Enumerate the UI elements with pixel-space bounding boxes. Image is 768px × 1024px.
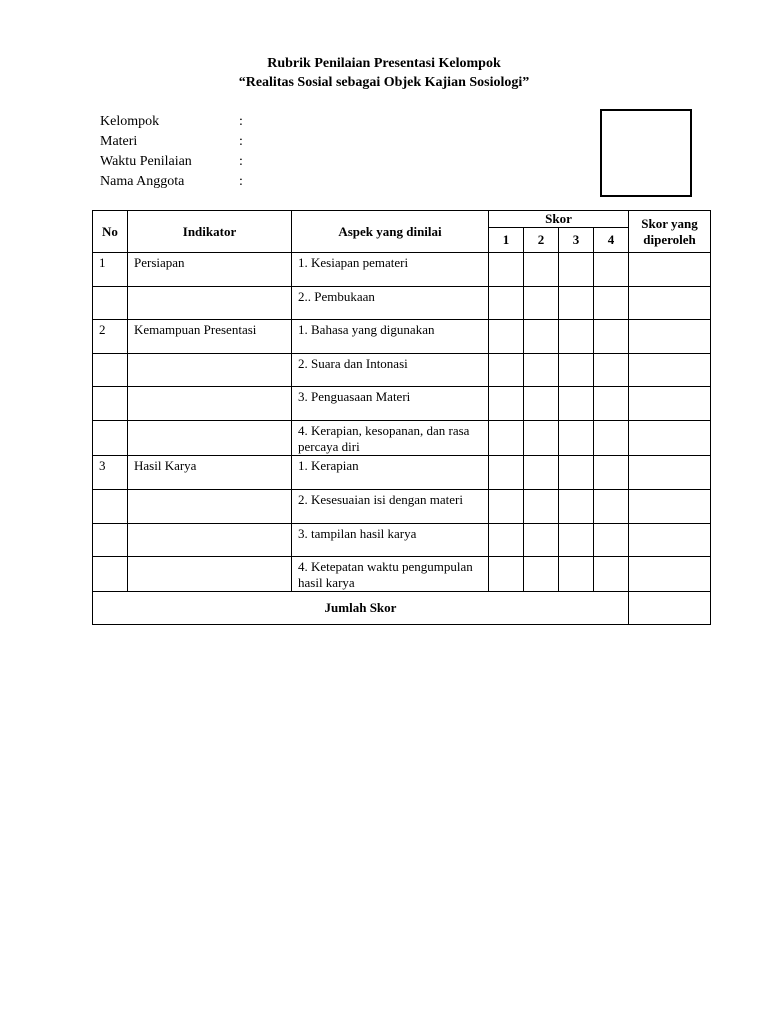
score-cell-4[interactable] xyxy=(594,287,629,320)
row-aspek: 2.. Pembukaan xyxy=(292,287,489,320)
score-cell-4[interactable] xyxy=(594,354,629,387)
row-indikator xyxy=(128,524,292,557)
score-cell-3[interactable] xyxy=(559,253,594,287)
row-indikator: Hasil Karya xyxy=(128,456,292,490)
row-aspek: 4. Ketepatan waktu pengumpulan hasil karya xyxy=(292,557,489,592)
header-aspek: Aspek yang dinilai xyxy=(292,211,489,253)
rubric-table xyxy=(92,210,711,625)
score-cell-1[interactable] xyxy=(489,354,524,387)
row-aspek: 1. Bahasa yang digunakan xyxy=(292,320,489,354)
row-indikator xyxy=(128,287,292,320)
score-obtained-cell[interactable] xyxy=(629,387,711,421)
score-cell-1[interactable] xyxy=(489,320,524,354)
row-no xyxy=(93,287,128,320)
row-aspek: 1. Kerapian xyxy=(292,456,489,490)
score-cell-3[interactable] xyxy=(559,524,594,557)
table-row xyxy=(93,456,711,490)
row-indikator xyxy=(128,387,292,421)
score-cell-1[interactable] xyxy=(489,287,524,320)
score-cell-4[interactable] xyxy=(594,456,629,490)
score-cell-4[interactable] xyxy=(594,320,629,354)
document-subtitle: “Realitas Sosial sebagai Objek Kajian Sosiologi” xyxy=(238,75,530,90)
score-cell-4[interactable] xyxy=(594,253,629,287)
score-cell-1[interactable] xyxy=(489,387,524,421)
row-aspek: 1. Kesiapan pemateri xyxy=(292,253,489,287)
score-obtained-cell[interactable] xyxy=(629,490,711,524)
score-obtained-cell[interactable] xyxy=(629,287,711,320)
table-row xyxy=(93,524,711,557)
row-no: 2 xyxy=(93,320,128,354)
score-cell-2[interactable] xyxy=(524,354,559,387)
score-obtained-cell[interactable] xyxy=(629,320,711,354)
header-skor-2: 2 xyxy=(524,228,559,253)
row-aspek: 3. tampilan hasil karya xyxy=(292,524,489,557)
score-cell-4[interactable] xyxy=(594,490,629,524)
score-cell-3[interactable] xyxy=(559,354,594,387)
total-score-cell[interactable] xyxy=(629,592,711,625)
field-label: Kelompok xyxy=(100,114,160,129)
score-cell-1[interactable] xyxy=(489,490,524,524)
table-row xyxy=(93,490,711,524)
header-indikator: Indikator xyxy=(128,211,292,253)
score-cell-2[interactable] xyxy=(524,557,559,592)
score-cell-2[interactable] xyxy=(524,524,559,557)
score-cell-1[interactable] xyxy=(489,253,524,287)
score-cell-1[interactable] xyxy=(489,524,524,557)
score-obtained-cell[interactable] xyxy=(629,253,711,287)
field-colon: : xyxy=(239,114,243,129)
row-no xyxy=(93,490,128,524)
total-row xyxy=(93,592,711,625)
table-row xyxy=(93,287,711,320)
row-indikator: Persiapan xyxy=(128,253,292,287)
field-colon: : xyxy=(239,134,243,149)
score-obtained-cell[interactable] xyxy=(629,421,711,456)
score-cell-4[interactable] xyxy=(594,557,629,592)
score-cell-1[interactable] xyxy=(489,557,524,592)
header-skor-4: 4 xyxy=(594,228,629,253)
row-aspek: 3. Penguasaan Materi xyxy=(292,387,489,421)
table-row xyxy=(93,421,711,456)
header-skor-1: 1 xyxy=(489,228,524,253)
field-colon: : xyxy=(239,154,243,169)
field-label: Nama Anggota xyxy=(100,174,185,189)
field-colon: : xyxy=(239,174,243,189)
score-cell-3[interactable] xyxy=(559,320,594,354)
score-cell-3[interactable] xyxy=(559,490,594,524)
score-cell-3[interactable] xyxy=(559,456,594,490)
row-aspek: 4. Kerapian, kesopanan, dan rasa percaya diri xyxy=(292,421,489,456)
score-cell-2[interactable] xyxy=(524,387,559,421)
score-cell-4[interactable] xyxy=(594,524,629,557)
row-no xyxy=(93,557,128,592)
score-cell-2[interactable] xyxy=(524,490,559,524)
score-obtained-cell[interactable] xyxy=(629,524,711,557)
row-no xyxy=(93,354,128,387)
score-cell-3[interactable] xyxy=(559,421,594,456)
row-indikator xyxy=(128,421,292,456)
row-no xyxy=(93,387,128,421)
score-obtained-cell[interactable] xyxy=(629,354,711,387)
row-no: 1 xyxy=(93,253,128,287)
score-obtained-cell[interactable] xyxy=(629,557,711,592)
table-row xyxy=(93,387,711,421)
row-indikator xyxy=(128,354,292,387)
row-no xyxy=(93,524,128,557)
header-skor: Skor xyxy=(489,211,629,228)
score-cell-2[interactable] xyxy=(524,421,559,456)
row-indikator xyxy=(128,490,292,524)
score-cell-1[interactable] xyxy=(489,456,524,490)
score-cell-4[interactable] xyxy=(594,387,629,421)
score-cell-3[interactable] xyxy=(559,287,594,320)
document-title: Rubrik Penilaian Presentasi Kelompok xyxy=(267,56,501,71)
table-row xyxy=(93,557,711,592)
row-indikator xyxy=(128,557,292,592)
table-row xyxy=(93,320,711,354)
table-row xyxy=(93,253,711,287)
row-no xyxy=(93,421,128,456)
row-indikator: Kemampuan Presentasi xyxy=(128,320,292,354)
header-skor-3: 3 xyxy=(559,228,594,253)
row-aspek: 2. Kesesuaian isi dengan materi xyxy=(292,490,489,524)
score-cell-2[interactable] xyxy=(524,253,559,287)
row-aspek: 2. Suara dan Intonasi xyxy=(292,354,489,387)
score-cell-2[interactable] xyxy=(524,287,559,320)
score-cell-3[interactable] xyxy=(559,387,594,421)
field-label: Waktu Penilaian xyxy=(100,154,192,169)
score-cell-3[interactable] xyxy=(559,557,594,592)
row-no: 3 xyxy=(93,456,128,490)
total-label: Jumlah Skor xyxy=(93,592,629,625)
score-cell-1[interactable] xyxy=(489,421,524,456)
header-skor-diperoleh: Skor yang diperoleh xyxy=(629,211,711,253)
score-cell-2[interactable] xyxy=(524,320,559,354)
score-obtained-cell[interactable] xyxy=(629,456,711,490)
field-label: Materi xyxy=(100,134,138,149)
header-no: No xyxy=(93,211,128,253)
score-cell-4[interactable] xyxy=(594,421,629,456)
score-box xyxy=(600,109,692,197)
score-cell-2[interactable] xyxy=(524,456,559,490)
table-row xyxy=(93,354,711,387)
